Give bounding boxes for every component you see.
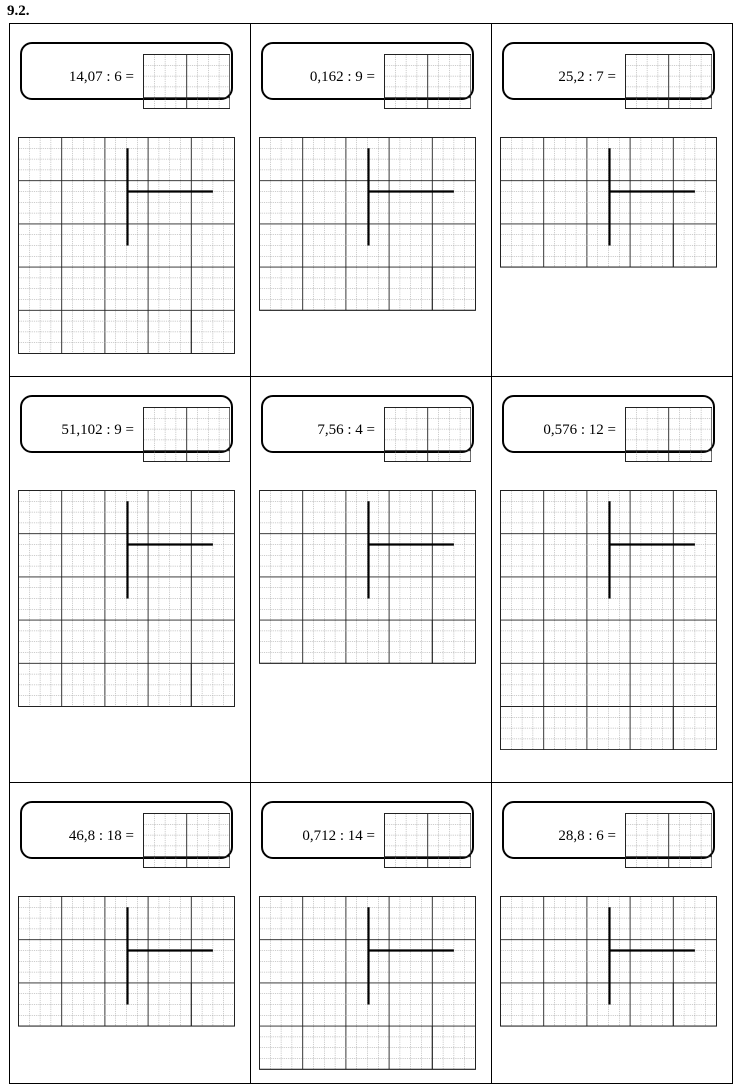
grid-paper	[625, 407, 712, 462]
exercise-table	[9, 23, 733, 1084]
answer-grid[interactable]	[143, 813, 230, 868]
task-expression: 25,2 : 7 =	[558, 69, 616, 85]
task-cell-5	[251, 377, 492, 783]
task-expression: 46,8 : 18 =	[68, 828, 134, 844]
task-expression-box	[261, 395, 474, 453]
grid-paper	[384, 54, 471, 109]
task-cell-7	[10, 783, 251, 1083]
answer-grid[interactable]	[384, 407, 471, 462]
grid-paper	[384, 813, 471, 868]
work-grid[interactable]	[259, 896, 476, 1070]
grid-paper	[18, 490, 235, 707]
grid-paper	[259, 490, 476, 664]
grid-paper	[143, 54, 230, 109]
task-cell-4	[10, 377, 251, 783]
task-expression: 28,8 : 6 =	[558, 828, 616, 844]
grid-paper	[384, 407, 471, 462]
answer-grid[interactable]	[143, 407, 230, 462]
grid-paper	[259, 137, 476, 311]
answer-grid[interactable]	[384, 54, 471, 109]
task-expression-box	[261, 801, 474, 859]
task-cell-2	[251, 24, 492, 377]
task-expression-box	[261, 42, 474, 100]
task-expression-box	[502, 801, 715, 859]
answer-grid[interactable]	[384, 813, 471, 868]
work-grid[interactable]	[500, 137, 717, 268]
task-expression-box	[20, 395, 233, 453]
work-grid[interactable]	[18, 137, 235, 354]
work-grid[interactable]	[500, 490, 717, 750]
task-cell-9	[492, 783, 732, 1083]
task-expression-box	[20, 801, 233, 859]
task-expression: 7,56 : 4 =	[317, 422, 375, 438]
work-grid[interactable]	[18, 896, 235, 1027]
work-grid[interactable]	[18, 490, 235, 707]
task-expression: 0,576 : 12 =	[543, 422, 616, 438]
task-expression: 0,162 : 9 =	[309, 69, 375, 85]
answer-grid[interactable]	[143, 54, 230, 109]
task-expression-box	[502, 395, 715, 453]
task-cell-1	[10, 24, 251, 377]
task-cell-6	[492, 377, 732, 783]
answer-grid[interactable]	[625, 407, 712, 462]
task-expression: 14,07 : 6 =	[68, 69, 134, 85]
grid-paper	[625, 54, 712, 109]
task-expression-box	[20, 42, 233, 100]
grid-paper	[625, 813, 712, 868]
task-cell-3	[492, 24, 732, 377]
answer-grid[interactable]	[625, 54, 712, 109]
grid-paper	[18, 896, 235, 1027]
answer-grid[interactable]	[625, 813, 712, 868]
work-grid[interactable]	[500, 896, 717, 1027]
grid-paper	[500, 490, 717, 750]
task-expression-box	[502, 42, 715, 100]
grid-paper	[500, 137, 717, 268]
work-grid[interactable]	[259, 490, 476, 664]
grid-paper	[143, 407, 230, 462]
task-expression: 0,712 : 14 =	[302, 828, 375, 844]
page-title: 9.2.	[7, 3, 30, 19]
grid-paper	[18, 137, 235, 354]
grid-paper	[259, 896, 476, 1070]
grid-paper	[143, 813, 230, 868]
grid-paper	[500, 896, 717, 1027]
work-grid[interactable]	[259, 137, 476, 311]
task-cell-8	[251, 783, 492, 1083]
task-expression: 51,102 : 9 =	[61, 422, 134, 438]
